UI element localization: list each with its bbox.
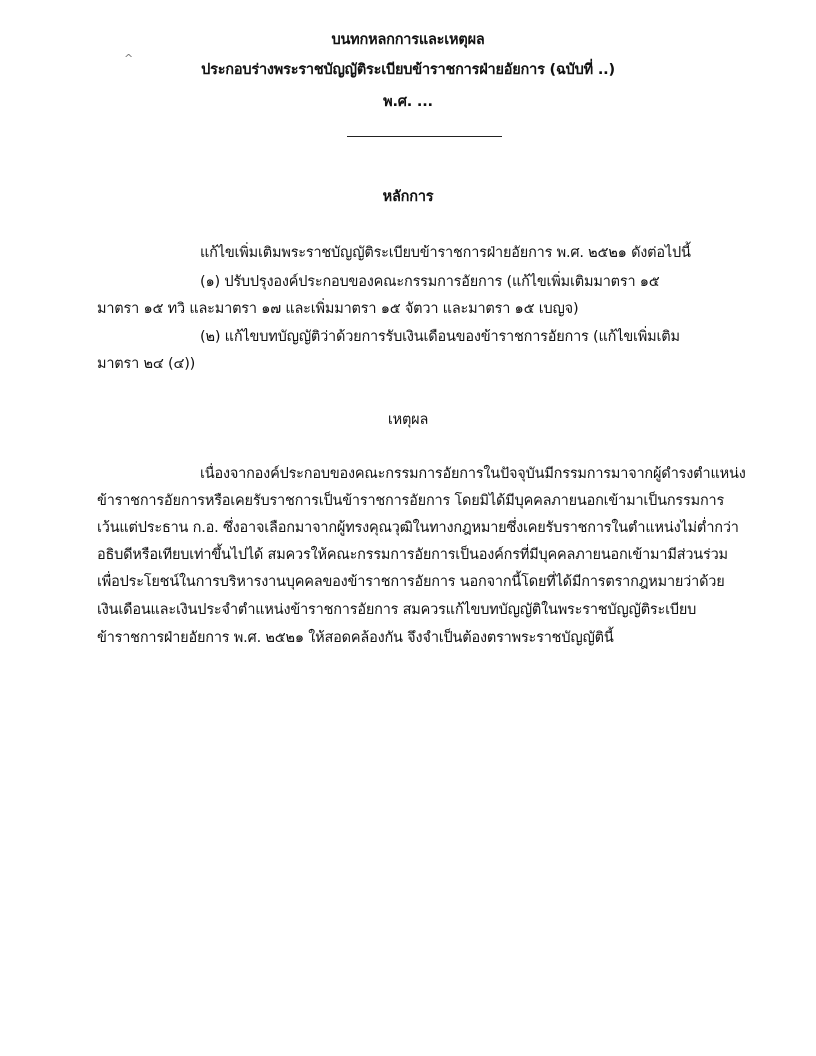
principles-item-1-line-1: (๑) ปรับปรุงองค์ประกอบของคณะกรรมการอัยการ (แก้ไขเพิ่มเติมมาตรา ๑๕: [200, 274, 660, 290]
principles-item-2-line-1: (๒) แก้ไขบทบัญญัติว่าด้วยการรับเงินเดือนของข้าราชการอัยการ (แก้ไขเพิ่มเติม: [200, 329, 680, 345]
reasons-line: ข้าราชการอัยการหรือเคยรับราชการเป็นข้าราชการอัยการ โดยมิได้มีบุคคลภายนอกเข้ามาเป็นกรรมการ: [97, 493, 725, 509]
reasons-line: เนื่องจากองค์ประกอบของคณะกรรมการอัยการในปัจจุบันมีกรรมการมาจากผู้ดำรงตำแหน่ง: [200, 466, 746, 482]
reasons-heading: เหตุผล: [387, 412, 429, 428]
principles-intro: แก้ไขเพิ่มเติมพระราชบัญญัติระเบียบข้าราชการฝ่ายอัยการ พ.ศ. ๒๕๒๑ ดังต่อไปนี้: [200, 245, 691, 261]
reasons-line: เพื่อประโยชน์ในการบริหารงานบุคคลของข้าราชการอัยการ นอกจากนี้โดยที่ได้มีการตรากฎหมายว่าด้วย: [97, 574, 725, 590]
reasons-line: ข้าราชการฝ่ายอัยการ พ.ศ. ๒๕๒๑ ให้สอดคล้องกัน จึงจำเป็นต้องตราพระราชบัญญัตินี้: [97, 630, 614, 646]
principles-item-2-line-2: มาตรา ๒๔ (๔)): [97, 356, 196, 372]
reasons-line: เว้นแต่ประธาน ก.อ. ซึ่งอาจเลือกมาจากผู้ทรงคุณวุฒิในทางกฎหมายซึ่งเคยรับราชการในตำแหน่งไม่ต่ำกว่า: [97, 520, 739, 536]
principles-item-1-line-2: มาตรา ๑๕ ทวิ และมาตรา ๑๗ และเพิ่มมาตรา ๑๕ จัตวา และมาตรา ๑๕ เบญจ): [97, 301, 579, 317]
document-subtitle: ประกอบร่างพระราชบัญญัติระเบียบข้าราชการฝ่ายอัยการ (ฉบับที่ ..): [201, 62, 615, 78]
title-divider: [347, 136, 502, 137]
principles-heading: หลักการ: [382, 189, 434, 205]
document-year: พ.ศ. ...: [383, 94, 433, 110]
scan-speck: ^: [124, 52, 134, 65]
document-title: บนทกหลกการและเหตุผล: [331, 32, 485, 48]
reasons-line: เงินเดือนและเงินประจำตำแหน่งข้าราชการอัยการ สมควรแก้ไขบทบัญญัติในพระราชบัญญัติระเบียบ: [97, 602, 697, 618]
reasons-line: อธิบดีหรือเทียบเท่าขึ้นไปได้ สมควรให้คณะกรรมการอัยการเป็นองค์กรที่มีบุคคลภายนอกเข้ามามีส่วนร่วม: [97, 547, 728, 563]
